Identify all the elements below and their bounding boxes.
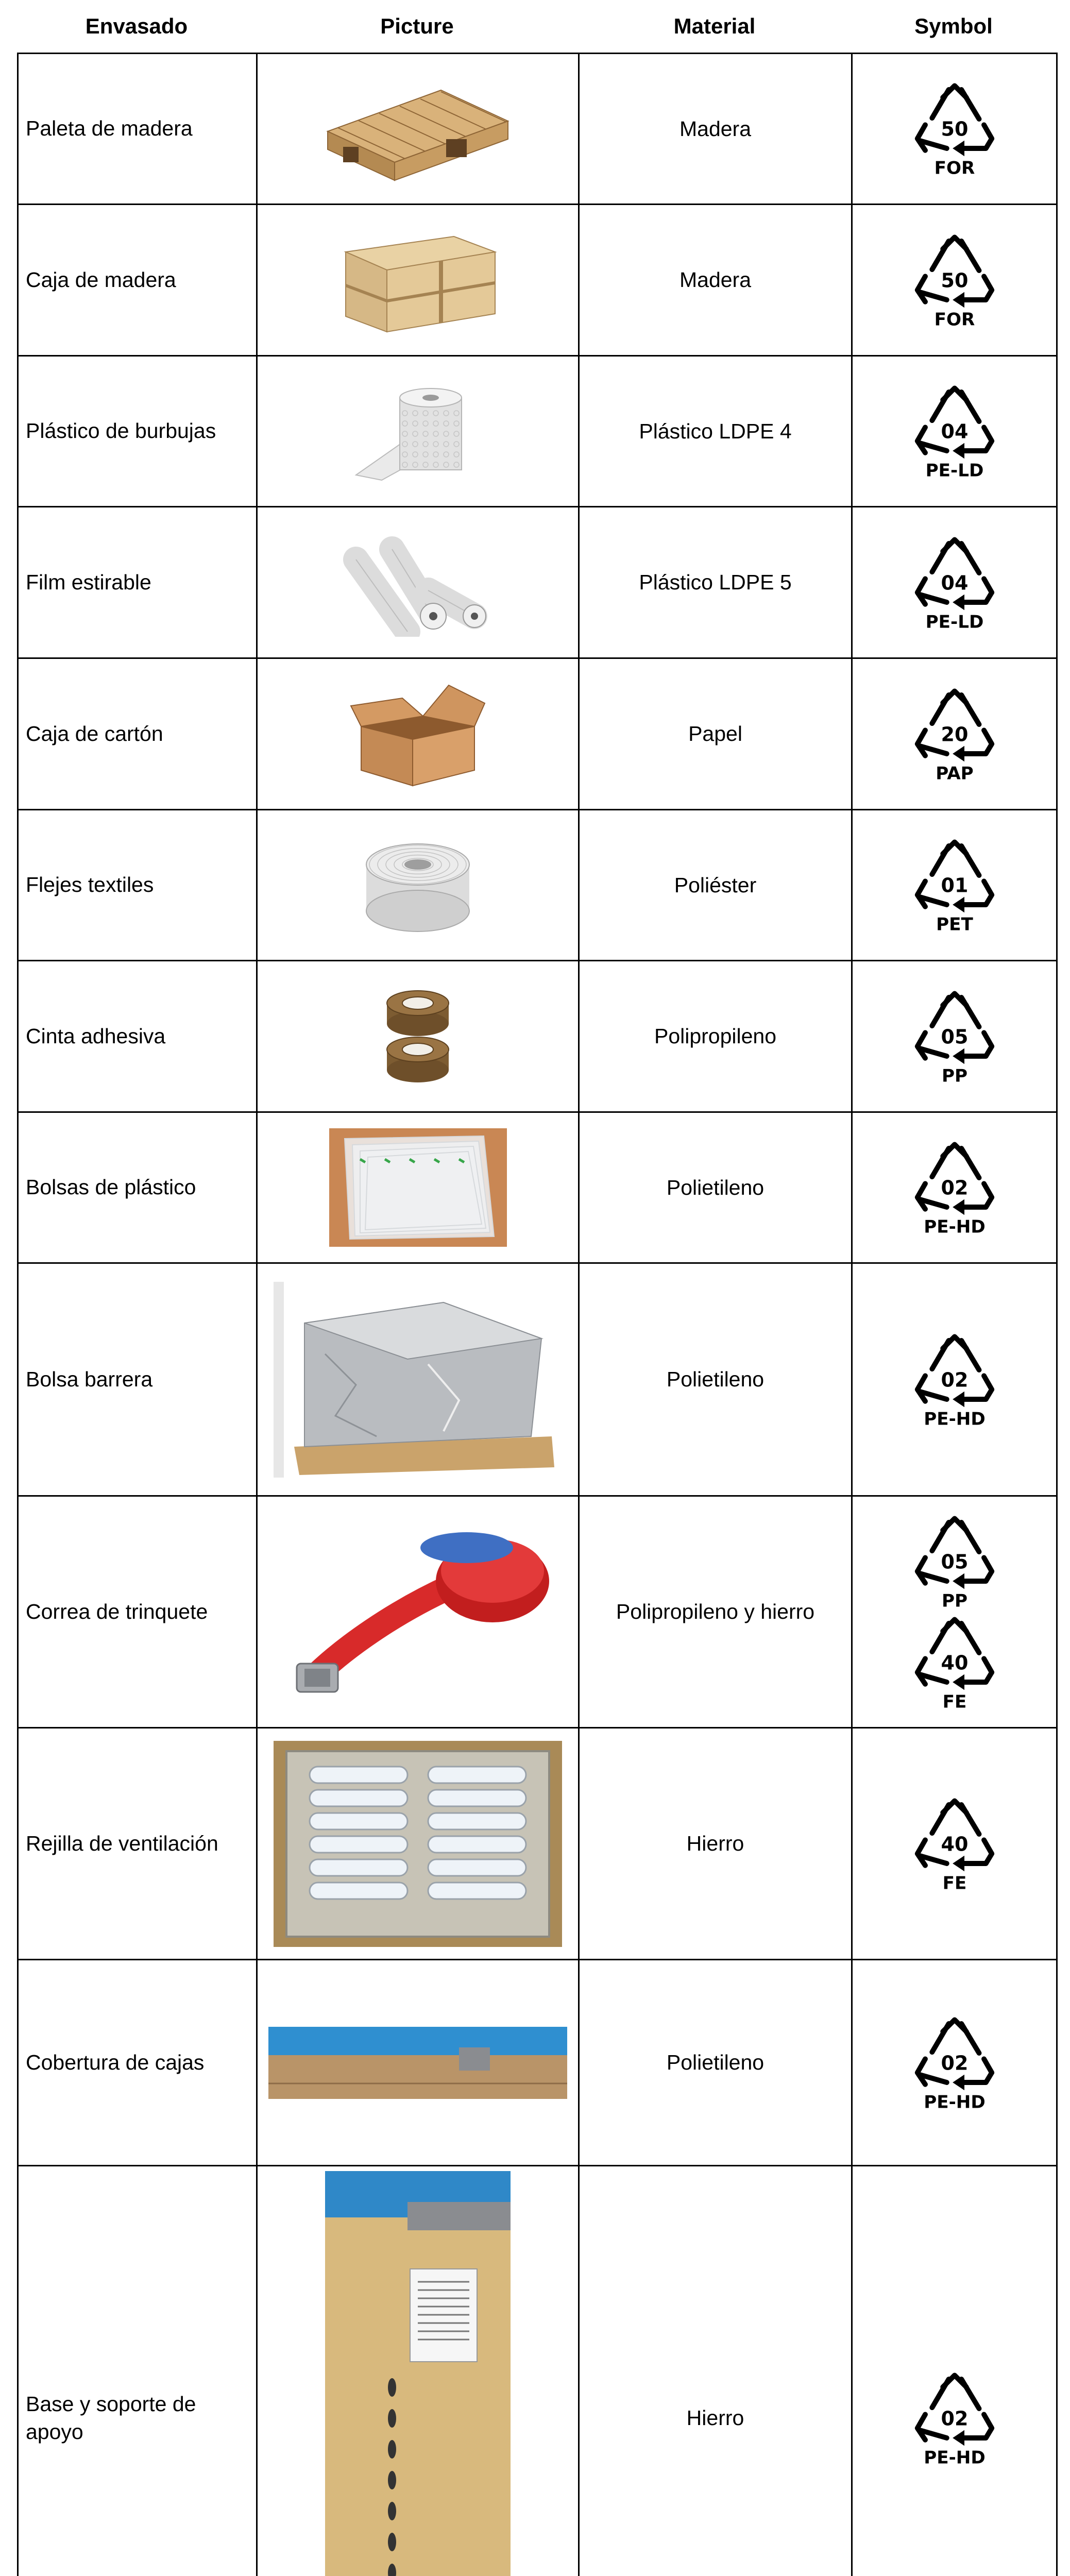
picture-cell [257, 961, 579, 1112]
recycle-symbol-icon [906, 988, 1004, 1086]
barrier-bag-image [274, 1282, 562, 1478]
material-cell: Polietileno [579, 1960, 852, 2166]
symbol-cell [852, 1960, 1057, 2166]
recycle-symbol-icon [906, 1331, 1004, 1429]
recycle-code: 20 [941, 722, 968, 745]
table-row [18, 2166, 1057, 2576]
recycle-symbol-icon [906, 1139, 1004, 1236]
recycle-code: 04 [941, 571, 968, 594]
picture-cell [257, 810, 579, 961]
recycle-code: 04 [941, 420, 968, 443]
material-cell: Plástico LDPE 5 [579, 507, 852, 658]
recycle-abbr: PE-HD [923, 1408, 986, 1429]
recycle-code: 05 [941, 1025, 968, 1048]
table-row [18, 1112, 1057, 1263]
cardboard-box-image [346, 675, 490, 793]
ventilation-grille-image [274, 1741, 562, 1947]
wooden-crate-image [325, 221, 511, 340]
ratchet-strap-image [281, 1514, 554, 1710]
recycle-code: 02 [941, 2406, 968, 2430]
symbol-cell [852, 961, 1057, 1112]
table-row [18, 1728, 1057, 1960]
recycle-abbr: PE-HD [923, 2091, 986, 2112]
table-row [18, 961, 1057, 1112]
recycle-symbol-icon [906, 231, 1004, 329]
envasado-cell: Caja de madera [18, 205, 257, 356]
picture-cell [257, 1112, 579, 1263]
material-cell: Polipropileno [579, 961, 852, 1112]
recycle-symbol-icon [906, 2369, 1004, 2467]
table-row [18, 1263, 1057, 1496]
material-cell: Polipropileno y hierro [579, 1496, 852, 1728]
material-cell: Polietileno [579, 1112, 852, 1263]
recycle-abbr: FE [942, 1872, 966, 1893]
envasado-cell: Cobertura de cajas [18, 1960, 257, 2166]
recycle-abbr: PE-HD [923, 2447, 986, 2467]
symbol-cell [852, 1112, 1057, 1263]
picture-cell [257, 1496, 579, 1728]
recycle-code: 02 [941, 2051, 968, 2074]
picture-cell [257, 356, 579, 507]
material-cell: Polietileno [579, 1263, 852, 1496]
material-cell: Papel [579, 658, 852, 810]
plastic-bags-image [329, 1128, 507, 1247]
recycle-abbr: FE [942, 1691, 966, 1711]
envasado-cell: Plástico de burbujas [18, 356, 257, 507]
recycle-code: 05 [941, 1550, 968, 1573]
symbol-cell [852, 507, 1057, 658]
table-row [18, 356, 1057, 507]
envasado-cell: Film estirable [18, 507, 257, 658]
recycle-code: 50 [941, 268, 968, 292]
material-cell: Poliéster [579, 810, 852, 961]
recycle-symbol-icon [906, 534, 1004, 632]
recycle-code: 01 [941, 874, 968, 897]
symbol-cell [852, 1728, 1057, 1960]
recycle-code: 02 [941, 1368, 968, 1391]
header-symbol: Symbol [914, 14, 993, 38]
envasado-cell: Flejes textiles [18, 810, 257, 961]
picture-cell [257, 1263, 579, 1496]
recycle-symbol-icon [906, 1795, 1004, 1893]
recycle-abbr: PET [936, 914, 973, 934]
envasado-cell: Paleta de madera [18, 54, 257, 205]
envasado-cell: Caja de cartón [18, 658, 257, 810]
recycle-symbol-icon [906, 2014, 1004, 2112]
picture-cell [257, 658, 579, 810]
recycle-abbr: PAP [935, 762, 974, 783]
symbol-cell [852, 810, 1057, 961]
stretch-film-image [341, 529, 495, 637]
textile-strap-image [359, 834, 477, 937]
envasado-cell: Correa de trinquete [18, 1496, 257, 1728]
envasado-cell: Bolsa barrera [18, 1263, 257, 1496]
table-row [18, 54, 1057, 205]
envasado-cell: Cinta adhesiva [18, 961, 257, 1112]
material-cell: Madera [579, 205, 852, 356]
recycle-code: 40 [941, 1832, 968, 1855]
recycle-abbr: PE-LD [925, 460, 983, 480]
header-picture: Picture [380, 14, 454, 38]
symbol-cell [852, 356, 1057, 507]
table-row [18, 1960, 1057, 2166]
recycle-symbol-icon [906, 1614, 1004, 1711]
table-row [18, 507, 1057, 658]
recycle-abbr: PP [941, 1590, 967, 1611]
table-row [18, 205, 1057, 356]
envasado-cell: Bolsas de plástico [18, 1112, 257, 1263]
recycle-code: 50 [941, 117, 968, 141]
symbol-cell [852, 658, 1057, 810]
symbol-cell [852, 205, 1057, 356]
table-row [18, 1496, 1057, 1728]
material-cell: Plástico LDPE 4 [579, 356, 852, 507]
symbol-cell [852, 2166, 1057, 2576]
recycle-symbol-icon [906, 836, 1004, 934]
pallet-image [317, 70, 518, 188]
picture-cell [257, 1728, 579, 1960]
recycle-abbr: PE-HD [923, 1216, 986, 1236]
symbol-cell [852, 54, 1057, 205]
material-cell: Madera [579, 54, 852, 205]
symbol-cell [852, 1496, 1057, 1728]
box-cover-image [268, 2027, 567, 2099]
recycle-code: 40 [941, 1651, 968, 1674]
envasado-cell: Base y soporte de apoyo [18, 2166, 257, 2576]
recycle-symbol-icon [906, 1513, 1004, 1611]
recycle-abbr: PE-LD [925, 611, 983, 632]
material-cell: Hierro [579, 2166, 852, 2576]
material-cell: Hierro [579, 1728, 852, 1960]
bubble-wrap-image [351, 377, 485, 485]
table-row [18, 810, 1057, 961]
recycle-abbr: PP [941, 1065, 967, 1086]
header-envasado: Envasado [85, 14, 188, 38]
picture-cell [257, 507, 579, 658]
recycle-symbol-icon [906, 685, 1004, 783]
recycle-abbr: FOR [934, 158, 975, 178]
header-material: Material [673, 14, 756, 38]
picture-cell [257, 205, 579, 356]
picture-cell [257, 2166, 579, 2576]
picture-cell [257, 1960, 579, 2166]
recycle-symbol-icon [906, 80, 1004, 178]
table-row [18, 658, 1057, 810]
recycle-code: 02 [941, 1176, 968, 1199]
packaging-table [17, 53, 1058, 2576]
recycle-abbr: FOR [934, 309, 975, 329]
symbol-cell [852, 1263, 1057, 1496]
recycle-symbol-icon [906, 382, 1004, 480]
table-header [17, 0, 1056, 53]
envasado-cell: Rejilla de ventilación [18, 1728, 257, 1960]
adhesive-tape-image [371, 977, 464, 1096]
picture-cell [257, 54, 579, 205]
crate-base-support-image [325, 2171, 511, 2576]
